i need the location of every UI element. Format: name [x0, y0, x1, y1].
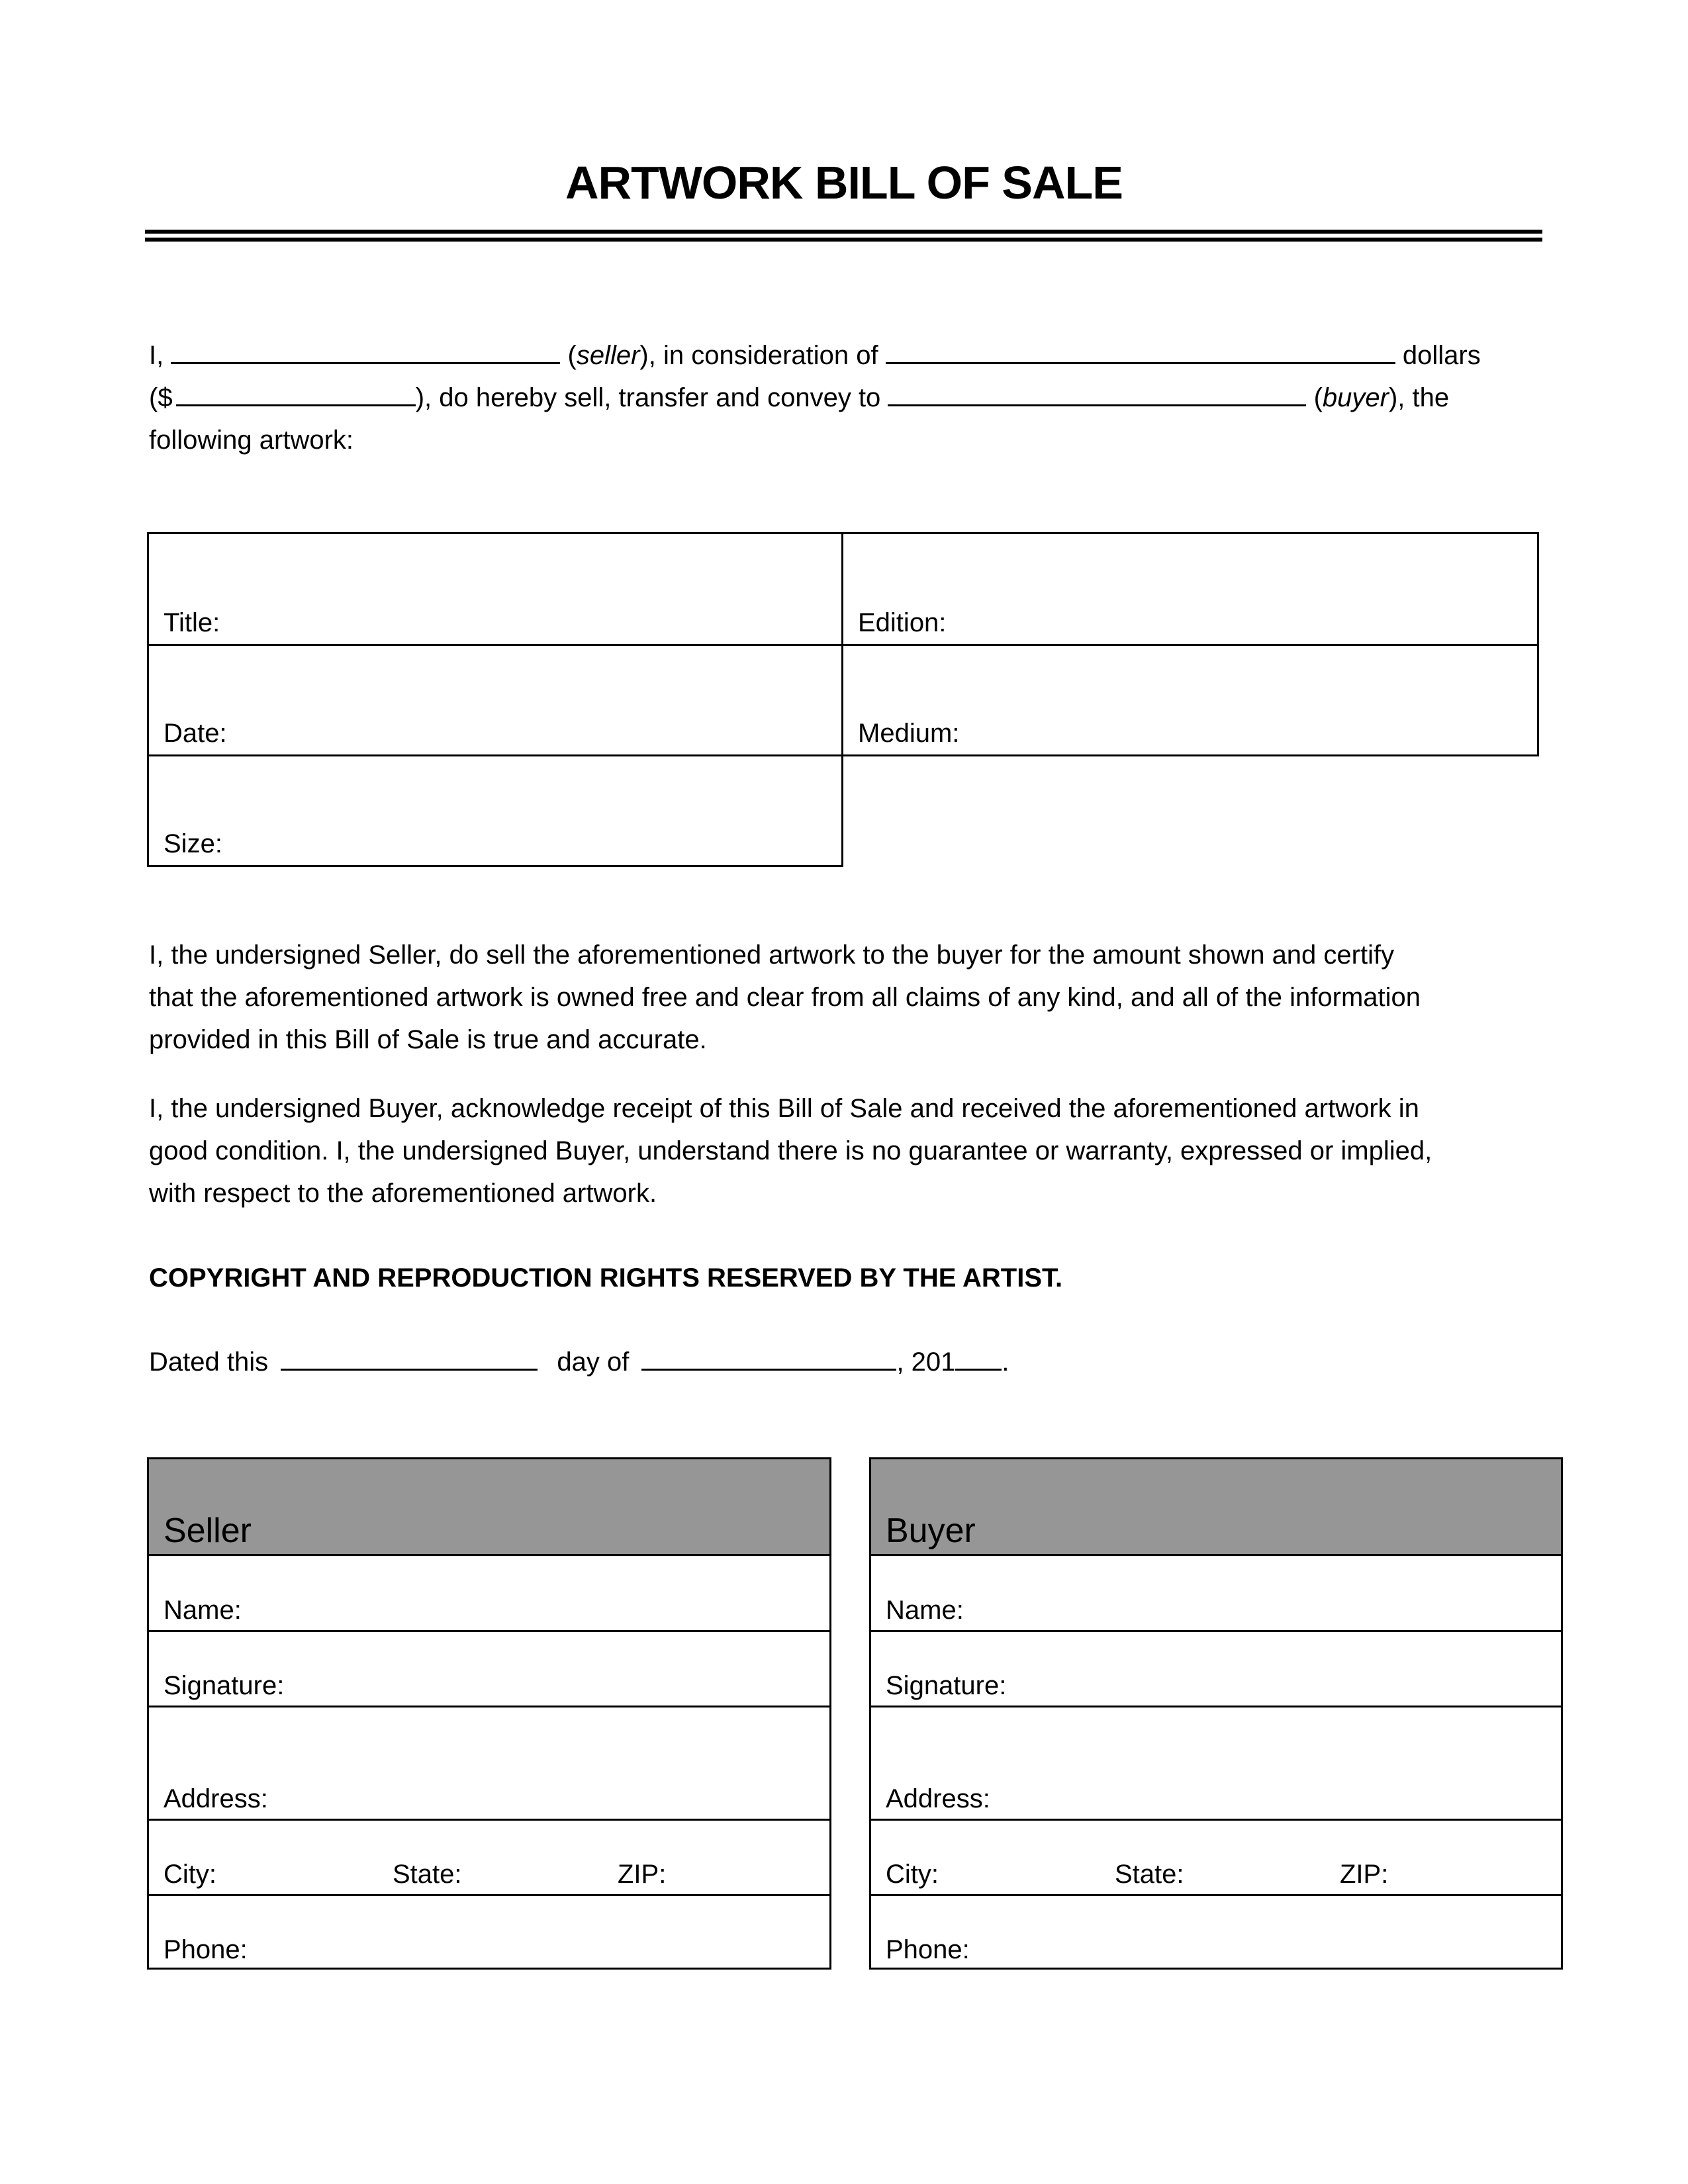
title-rule-bottom	[145, 238, 1542, 242]
seller-phone-row[interactable]	[149, 1896, 829, 1970]
seller-box	[147, 1457, 831, 1970]
buyer-name-label: Name:	[886, 1596, 964, 1625]
day-of-label: day of	[557, 1347, 630, 1377]
buyer-ack-line: good condition. I, the undersigned Buyer, understand there is no guarantee or warranty, expressed or implied,	[149, 1136, 1432, 1165]
open-paren: (	[567, 341, 577, 370]
document-title: ARTWORK BILL OF SALE	[565, 157, 1123, 208]
buyer-phone-row[interactable]	[871, 1896, 1561, 1970]
seller-address-row[interactable]	[149, 1707, 829, 1821]
seller-name-row[interactable]	[149, 1556, 829, 1632]
seller-signature-label: Signature:	[164, 1671, 285, 1700]
seller-phone-label: Phone:	[164, 1935, 248, 1964]
buyer-address-row[interactable]	[871, 1707, 1561, 1821]
seller-cert-line: provided in this Bill of Sale is true and accurate.	[149, 1025, 707, 1054]
intro-consideration: ), in consideration of	[639, 341, 878, 370]
intro-line-2	[149, 377, 1449, 419]
buyer-role: buyer	[1322, 383, 1389, 412]
buyer-signature-label: Signature:	[886, 1671, 1007, 1700]
intro-dollar-sign: ($	[149, 383, 173, 412]
seller-header	[149, 1459, 829, 1556]
open-paren-2: (	[1313, 383, 1323, 412]
intro-dollars: dollars	[1402, 341, 1481, 370]
intro-line-3: following artwork:	[149, 426, 354, 455]
title-label: Title:	[164, 608, 220, 637]
seller-city-state-zip-row[interactable]	[149, 1821, 829, 1896]
medium-label: Medium:	[858, 719, 960, 748]
buyer-box	[869, 1457, 1563, 1970]
buyer-header	[871, 1459, 1561, 1556]
amount-words-blank[interactable]	[886, 338, 1395, 364]
buyer-city-state-zip-row[interactable]	[871, 1821, 1561, 1896]
copyright-notice: COPYRIGHT AND REPRODUCTION RIGHTS RESERVED BY THE ARTIST.	[149, 1263, 1063, 1293]
seller-zip-label: ZIP:	[618, 1860, 667, 1889]
year-prefix: , 201	[896, 1347, 956, 1377]
title-cell[interactable]	[147, 532, 843, 646]
day-blank[interactable]	[281, 1345, 538, 1371]
buyer-header-label: Buyer	[886, 1512, 976, 1550]
buyer-address-label: Address:	[886, 1784, 990, 1813]
seller-name-blank[interactable]	[171, 338, 560, 364]
size-cell[interactable]	[147, 754, 843, 867]
buyer-name-blank[interactable]	[888, 381, 1306, 406]
dated-period: .	[1002, 1347, 1009, 1377]
buyer-ack-line: I, the undersigned Buyer, acknowledge receipt of this Bill of Sale and received the aforementioned artwork in	[149, 1094, 1419, 1123]
intro-convey: ), do hereby sell, transfer and convey to	[415, 383, 881, 412]
seller-name-label: Name:	[164, 1596, 242, 1625]
amount-numeric-blank[interactable]	[176, 381, 416, 406]
buyer-signature-row[interactable]	[871, 1632, 1561, 1707]
seller-header-label: Seller	[164, 1512, 252, 1550]
dated-this-label: Dated this	[149, 1347, 269, 1377]
seller-certification	[149, 934, 1552, 1061]
seller-cert-line: I, the undersigned Seller, do sell the aforementioned artwork to the buyer for the amount shown and certify	[149, 940, 1395, 970]
buyer-zip-label: ZIP:	[1340, 1860, 1389, 1889]
edition-cell[interactable]	[841, 532, 1539, 646]
dated-line	[149, 1341, 1009, 1383]
seller-city-label: City:	[164, 1860, 216, 1889]
size-label: Size:	[164, 829, 222, 858]
buyer-ack-line: with respect to the aforementioned artwork.	[149, 1179, 657, 1208]
buyer-acknowledgment	[149, 1087, 1552, 1214]
intro-i: I,	[149, 341, 164, 370]
buyer-name-row[interactable]	[871, 1556, 1561, 1632]
title-rule-top	[145, 230, 1542, 234]
date-label: Date:	[164, 719, 227, 748]
buyer-phone-label: Phone:	[886, 1935, 970, 1964]
seller-address-label: Address:	[164, 1784, 268, 1813]
seller-state-label: State:	[393, 1860, 462, 1889]
seller-cert-line: that the aforementioned artwork is owned free and clear from all claims of any kind, and all of the information	[149, 983, 1421, 1012]
buyer-state-label: State:	[1115, 1860, 1184, 1889]
intro-line-1	[149, 334, 1481, 377]
buyer-city-label: City:	[886, 1860, 939, 1889]
date-cell[interactable]	[147, 644, 843, 756]
edition-label: Edition:	[858, 608, 947, 637]
medium-cell[interactable]	[841, 644, 1539, 756]
seller-signature-row[interactable]	[149, 1632, 829, 1707]
year-blank[interactable]	[955, 1345, 1002, 1371]
seller-role: seller	[576, 341, 640, 370]
intro-the: ), the	[1388, 383, 1450, 412]
month-blank[interactable]	[641, 1345, 896, 1371]
